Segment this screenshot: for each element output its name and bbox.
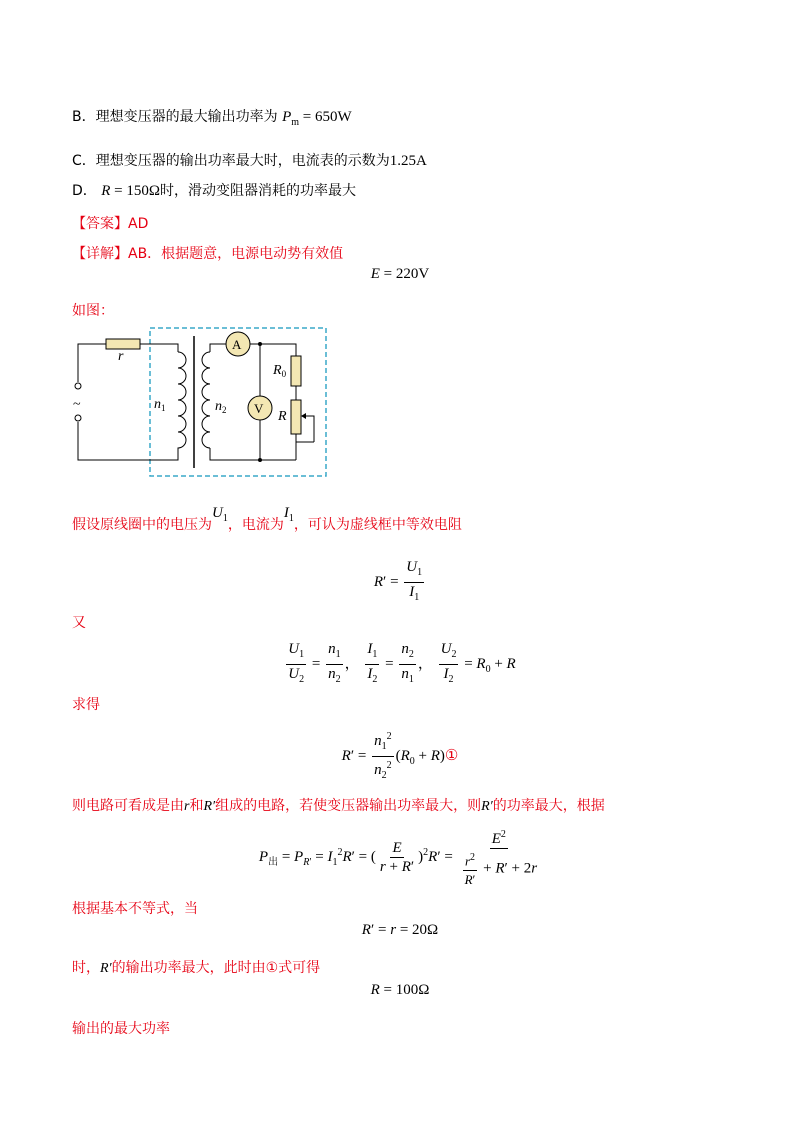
explain-line (72, 795, 605, 815)
option-d (72, 180, 356, 200)
max-power-label: 输出的最大功率 (72, 1021, 170, 1037)
assume-text-1: 假设原线圈中的电压为 (72, 517, 212, 533)
equation-r-equals: R′ = r = 20Ω (361, 922, 439, 938)
option-b (72, 106, 352, 128)
solve-label: 求得 (72, 697, 100, 713)
option-c-formula: 1.25A (389, 153, 427, 169)
assume-text-3: ，可认为虚线框中等效电阻 (293, 517, 462, 533)
symbol-r-prime-2: R′ (481, 799, 493, 814)
answer-line (72, 213, 148, 233)
figure-label: 如图： (72, 303, 114, 319)
explain-text-4: 的功率最大，根据 (492, 798, 605, 814)
circuit-diagram (70, 322, 340, 482)
symbol-r: r (184, 799, 190, 814)
detail-line (72, 243, 343, 263)
label-rv: R (278, 409, 287, 424)
detail-tag: 【详解】 (72, 246, 128, 262)
ammeter-label: A (232, 337, 242, 352)
option-c (72, 150, 427, 170)
answer-value: AD (128, 216, 149, 232)
secondary-coil (202, 352, 210, 448)
equation-solved: R′ = $\frac{n_1^2}{n_2^2}$ ($R_0$ + R)① (0, 728, 800, 785)
equation-power: $P_出 = P_{R'} = I_1^2R'$ = ( $\frac{E}{r + R'}$ )$^2$R′ = $E^2$ $\frac{r^2}{R'}$ + R′ + 2r (0, 826, 800, 889)
symbol-i1: $I_1$ (283, 505, 294, 524)
option-c-label: C． (72, 153, 96, 169)
again-label: 又 (72, 615, 86, 631)
assume-text-2: ，电流为 (227, 517, 284, 533)
explain-text-2: 和 (189, 798, 204, 814)
option-d-formula: R = 150Ω (101, 183, 161, 199)
option-d-label: D． (72, 183, 97, 199)
equation-ratios: $\frac{U_1}{U_2}$ = $\frac{n_1}{n_2}$ ， $\frac{I_1}{I_2}$ = $\frac{n_2}{n_1}$ ， $\frac{U_2}{I_2}$ = $R_0 + R$ (288, 641, 516, 685)
answer-tag: 【答案】 (72, 216, 128, 232)
symbol-r-prime: R′ (203, 799, 216, 814)
label-n1: $n_1$ (154, 397, 166, 413)
option-b-text: 理想变压器的最大输出功率为 (95, 109, 278, 125)
resistor-r0 (291, 356, 301, 386)
label-n2: $n_2$ (215, 399, 227, 415)
when-text-1: 时， (72, 960, 100, 976)
equation-r-prime: R′ = $\frac{U_1}{I_1}$ (373, 559, 423, 603)
detail-text: AB．根据题意，电源电动势有效值 (128, 246, 344, 262)
source-symbol: ~ (73, 397, 81, 412)
option-c-text: 理想变压器的输出功率最大时，电流表的示数为 (95, 153, 390, 169)
option-b-label: B． (72, 109, 96, 125)
equation-r-value: R = 100Ω (370, 982, 430, 998)
explain-text-3: 组成的电路，若使变压器输出功率最大，则 (215, 798, 482, 814)
explain-text-1: 则电路可看成是由 (72, 798, 184, 814)
assume-line (72, 505, 462, 536)
voltmeter-label: V (254, 401, 264, 416)
source-terminal-bottom (75, 415, 81, 421)
equation-emf: E = 220V (370, 266, 430, 282)
resistor-r (106, 339, 140, 349)
label-r: r (118, 349, 124, 364)
primary-coil (178, 352, 186, 454)
inequality-label: 根据基本不等式，当 (72, 901, 198, 917)
label-r0: $R_0$ (273, 363, 287, 379)
option-d-text: 时，滑动变阻器消耗的功率最大 (160, 183, 357, 199)
rheostat-slider (304, 416, 314, 442)
rheostat (291, 400, 301, 434)
when-line (72, 957, 320, 977)
symbol-u1: $U_1$ (212, 505, 228, 524)
when-text-2: 的输出功率最大，此时由①式可得 (111, 960, 321, 976)
source-terminal-top (75, 383, 81, 389)
symbol-r-prime-3: R′ (100, 961, 112, 976)
circle-one: ① (444, 747, 459, 764)
option-b-formula: $P_m = 650W$ (282, 109, 352, 128)
